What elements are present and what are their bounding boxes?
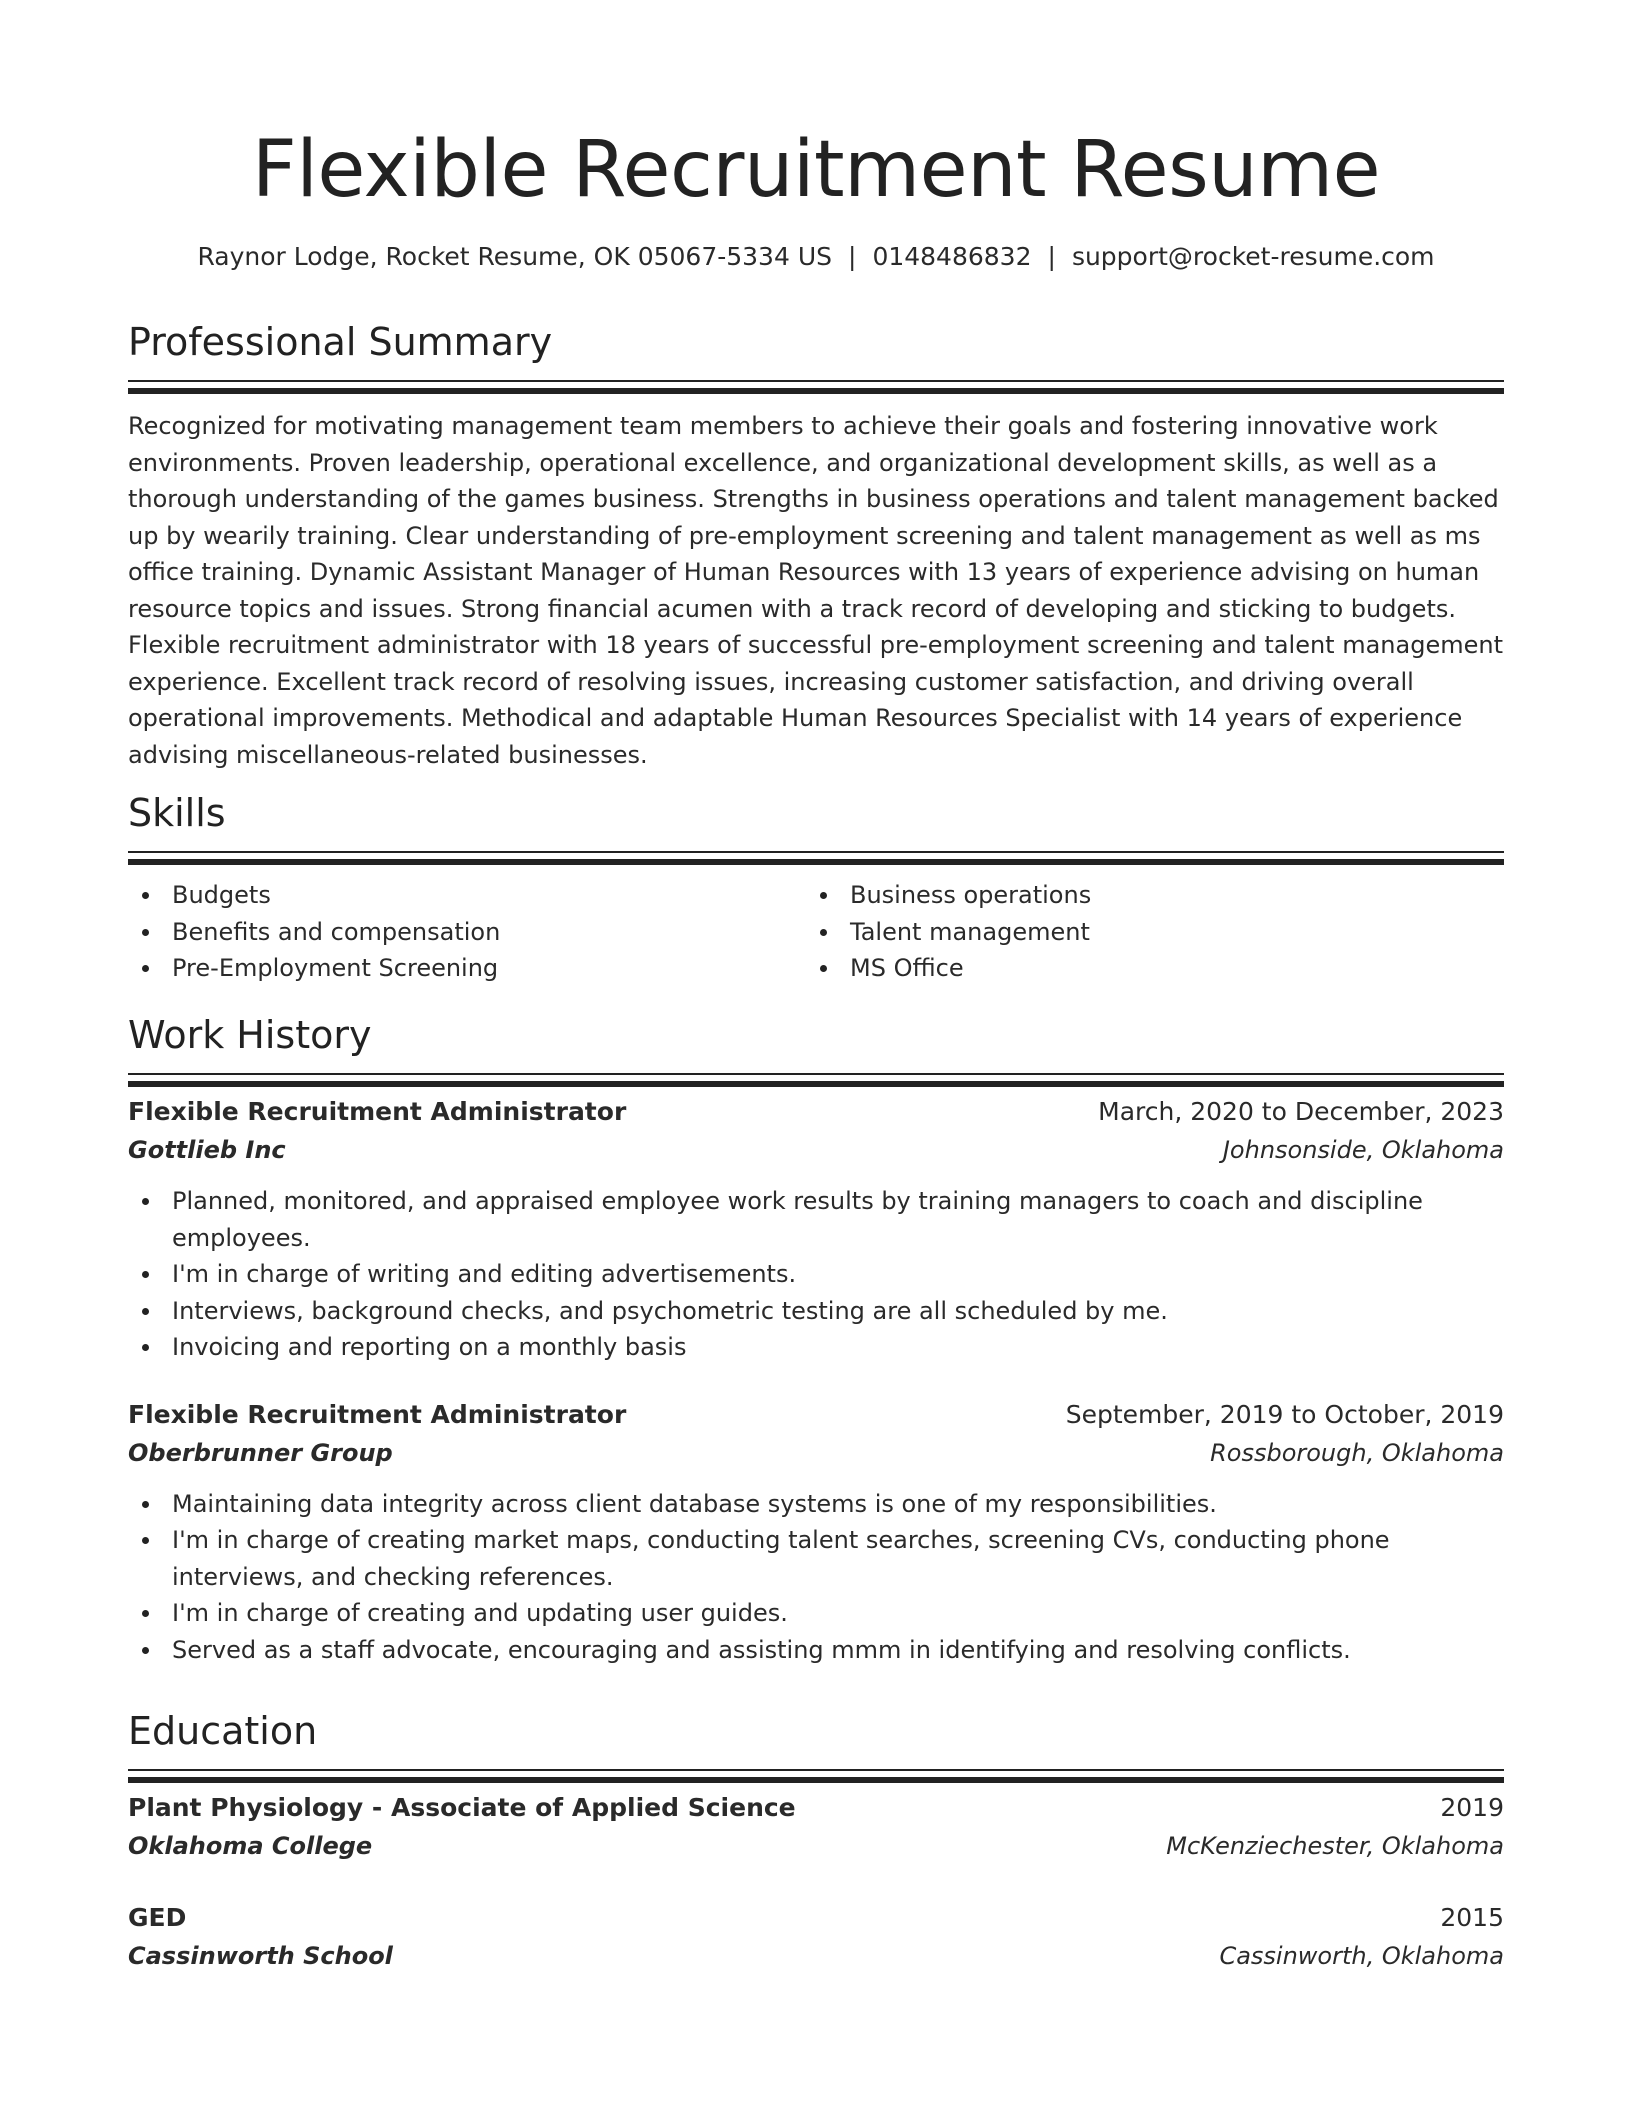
education-school: Cassinworth School: [128, 1942, 393, 1970]
skills-grid: [128, 877, 1504, 987]
summary-text: Recognized for motivating management team members to achieve their goals and fostering innovative work environments. Proven leadership, operational excellence, and organizational development skills, as well as a thorough understanding of the games business. Strengths in business operations and talent management backed up by wearily training. Clear understanding of pre-employment screening and talent management as well as ms office training. Dynamic Assistant Manager of Human Resources with 13 years of experience advising on human resource topics and issues. Strong financial acumen with a track record of developing and sticking to budgets. Flexible recruitment administrator with 18 years of successful pre-employment screening and talent management experience. Excellent track record of resolving issues, increasing customer satisfaction, and driving overall operational improvements. Methodical and adaptable Human Resources Specialist with 14 years of experience advising miscellaneous-related businesses.: [128, 412, 1503, 769]
education-org-row: [128, 1937, 1504, 1975]
job-header-row: [128, 1396, 1504, 1434]
education-entry: [128, 1899, 1504, 1975]
contact-line: [128, 240, 1504, 274]
education-location: Cassinworth, Oklahoma: [1219, 1942, 1504, 1970]
education-header-row: [128, 1899, 1504, 1937]
job-entry: [128, 1396, 1504, 1669]
job-bullet: I'm in charge of writing and editing advertisements.: [128, 1256, 1504, 1293]
education-school: Oklahoma College: [128, 1832, 373, 1860]
education-header-row: [128, 1789, 1504, 1827]
education-location: McKenziechester, Oklahoma: [1166, 1832, 1504, 1860]
section-divider: [128, 851, 1504, 857]
job-bullet: Invoicing and reporting on a monthly basis: [128, 1329, 1504, 1366]
contact-address: Raynor Lodge, Rocket Resume, OK 05067-5334 US: [197, 242, 832, 271]
skills-heading: Skills: [128, 791, 226, 835]
contact-separator: |: [1047, 242, 1056, 271]
job-org-row: [128, 1434, 1504, 1472]
education-year: 2015: [1440, 1903, 1504, 1932]
job-bullet: I'm in charge of creating market maps, conducting talent searches, screening CVs, conducting phone interviews, and checking references.: [128, 1522, 1504, 1595]
education-year: 2019: [1440, 1793, 1504, 1822]
job-company: Gottlieb Inc: [128, 1136, 286, 1164]
work-history-heading: Work History: [128, 1013, 372, 1057]
job-location: Johnsonside, Oklahoma: [1222, 1136, 1504, 1164]
job-bullet: Served as a staff advocate, encouraging and assisting mmm in identifying and resolving conflicts.: [128, 1632, 1504, 1669]
job-location: Rossborough, Oklahoma: [1210, 1438, 1504, 1467]
job-dates: March, 2020 to December, 2023: [1098, 1097, 1504, 1126]
job-entry: [128, 1093, 1504, 1366]
summary-section: [128, 318, 1504, 773]
work-history-section: [128, 1011, 1504, 1668]
job-title: Flexible Recruitment Administrator: [128, 1399, 627, 1429]
skill-item: Business operations: [806, 877, 1484, 914]
education-degree: Plant Physiology - Associate of Applied Science: [128, 1793, 796, 1822]
skill-item: Budgets: [128, 877, 806, 914]
education-heading: Education: [128, 1709, 318, 1753]
job-bullet: Planned, monitored, and appraised employee work results by training managers to coach and discipline employees.: [128, 1183, 1504, 1256]
section-divider: [128, 380, 1504, 386]
section-divider: [128, 1073, 1504, 1079]
education-section: [128, 1707, 1504, 1975]
job-company: Oberbrunner Group: [128, 1438, 393, 1467]
education-entry: [128, 1789, 1504, 1865]
job-bullet: Maintaining data integrity across client database systems is one of my responsibilities.: [128, 1486, 1504, 1523]
job-bullets: [128, 1486, 1504, 1669]
skill-item: MS Office: [806, 950, 1484, 987]
job-bullet: I'm in charge of creating and updating user guides.: [128, 1595, 1504, 1632]
contact-email[interactable]: support@rocket-resume.com: [1071, 242, 1435, 271]
skill-item: Benefits and compensation: [128, 914, 806, 951]
job-bullets: [128, 1183, 1504, 1366]
education-degree: GED: [128, 1903, 187, 1932]
section-divider: [128, 1769, 1504, 1775]
education-org-row: [128, 1827, 1504, 1865]
skill-item: Talent management: [806, 914, 1484, 951]
job-bullet: Interviews, background checks, and psychometric testing are all scheduled by me.: [128, 1293, 1504, 1330]
job-title: Flexible Recruitment Administrator: [128, 1097, 627, 1126]
skills-section: [128, 789, 1504, 987]
skills-column-right: [806, 877, 1484, 987]
job-dates: September, 2019 to October, 2019: [1065, 1399, 1504, 1429]
skills-column-left: [128, 877, 806, 987]
resume-title: Flexible Recruitment Resume: [251, 125, 1381, 215]
skill-item: Pre-Employment Screening: [128, 950, 806, 987]
summary-heading: Professional Summary: [128, 320, 553, 364]
job-org-row: [128, 1131, 1504, 1169]
job-header-row: [128, 1093, 1504, 1131]
contact-phone: 0148486832: [872, 242, 1032, 271]
contact-separator: |: [848, 242, 857, 271]
